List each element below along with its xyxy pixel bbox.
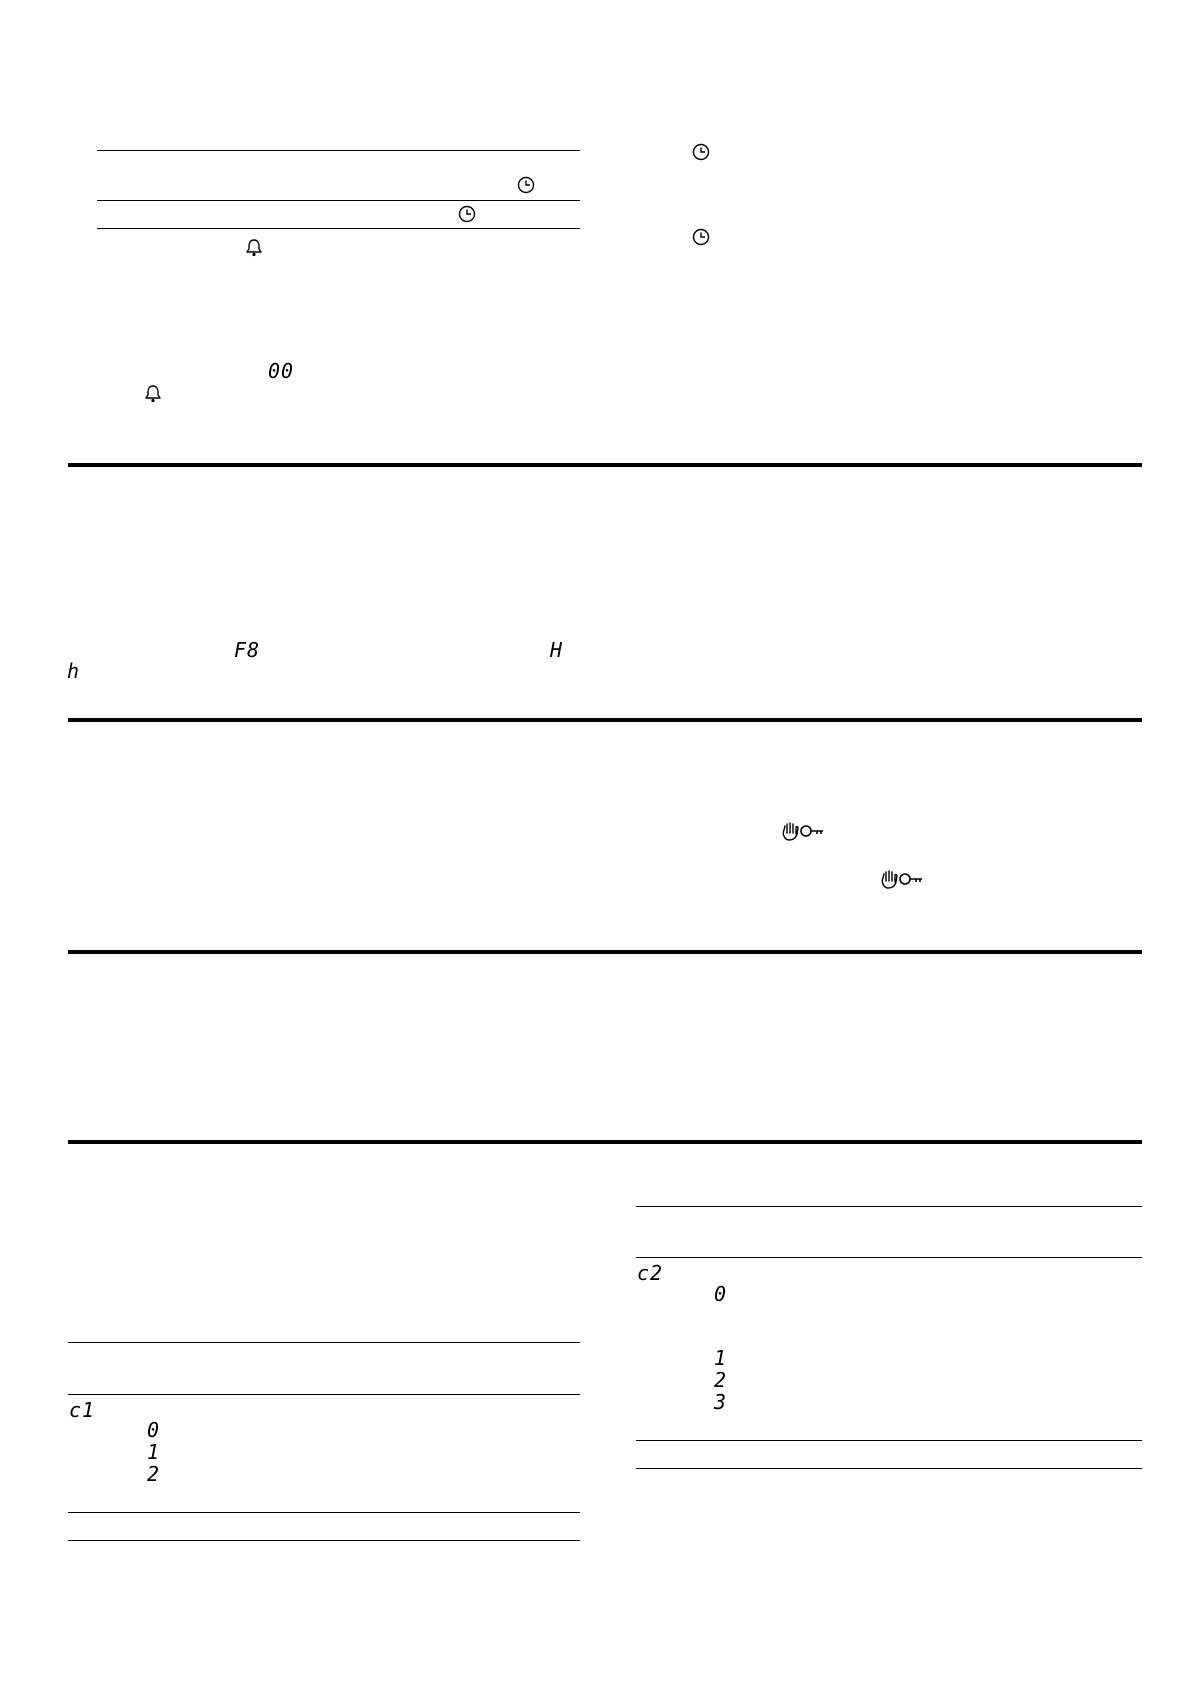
table-rule-top [68,1342,580,1343]
timer-clock-icon [517,176,535,194]
table-rule-bottom [636,1468,1142,1469]
alarm-bell-icon [245,238,263,258]
table-rule-mid [97,200,580,201]
table-rule-header [636,1257,1142,1258]
section-divider [68,950,1142,954]
table-rule-bottom [68,1540,580,1541]
table-rule-header [68,1394,580,1395]
c2-value-1: 1 [714,1346,728,1370]
table-rule-top [97,150,580,151]
fault-code-display: F8 [234,638,261,662]
child-lock-hand-key-icon [880,868,924,890]
child-lock-hand-key-icon [781,820,825,842]
c1-value-0: 0 [147,1418,161,1442]
section-divider [68,1140,1142,1144]
timer-clock-icon [692,228,710,246]
table-rule-row [68,1512,580,1513]
alarm-bell-icon [144,384,162,404]
c1-value-1: 1 [147,1440,161,1464]
low-indicator-display: h [67,659,81,683]
c2-value-0: 0 [714,1282,728,1306]
c2-value-2: 2 [714,1368,728,1392]
setting-c2-display: c2 [637,1261,664,1285]
table-rule-row [636,1440,1142,1441]
timer-clock-icon [458,205,476,223]
section-divider [68,463,1142,467]
table-rule-top [636,1206,1142,1207]
setting-c1-display: c1 [69,1398,96,1422]
table-rule-bottom [97,228,580,229]
high-indicator-display: H [550,638,564,662]
timer-clock-icon [692,143,710,161]
timer-zero-display: 00 [268,359,295,383]
section-divider [68,718,1142,722]
c2-value-3: 3 [714,1390,728,1414]
c1-value-2: 2 [147,1462,161,1486]
